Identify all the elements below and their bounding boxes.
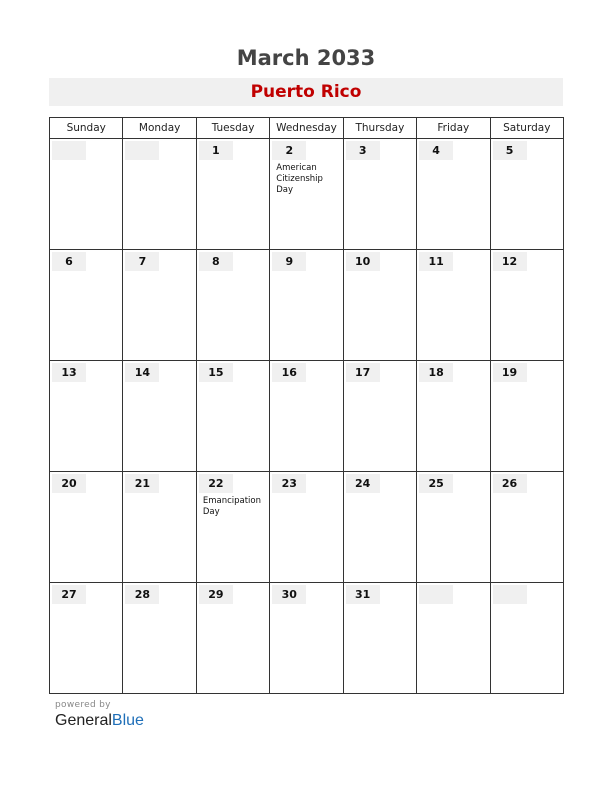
- holiday-label: American Citizenship Day: [276, 163, 323, 195]
- day-cell[interactable]: [50, 472, 123, 583]
- day-cell[interactable]: [343, 472, 416, 583]
- day-cell[interactable]: [123, 250, 196, 361]
- day-number: 28: [125, 585, 159, 604]
- day-number: 26: [493, 474, 527, 493]
- day-number: 15: [199, 363, 233, 382]
- day-cell[interactable]: [270, 250, 343, 361]
- day-number: 18: [419, 363, 453, 382]
- day-cell[interactable]: [270, 583, 343, 694]
- day-number: 30: [272, 585, 306, 604]
- day-number: 22: [199, 474, 233, 493]
- day-cell[interactable]: [417, 361, 490, 472]
- day-number: 24: [346, 474, 380, 493]
- day-number: 31: [346, 585, 380, 604]
- day-number: 8: [199, 252, 233, 271]
- weekday-header-row: [50, 118, 564, 139]
- day-number: 9: [272, 252, 306, 271]
- day-number: 23: [272, 474, 306, 493]
- day-cell[interactable]: [123, 139, 196, 250]
- calendar-grid: [49, 117, 564, 694]
- weekday-header: Friday: [417, 118, 490, 139]
- day-cell[interactable]: [417, 472, 490, 583]
- day-number: 5: [493, 141, 527, 160]
- day-cell[interactable]: [50, 139, 123, 250]
- day-number: 16: [272, 363, 306, 382]
- day-number: 10: [346, 252, 380, 271]
- day-number: 25: [419, 474, 453, 493]
- day-cell[interactable]: [196, 583, 269, 694]
- day-cell[interactable]: [417, 583, 490, 694]
- day-cell[interactable]: [123, 361, 196, 472]
- day-cell[interactable]: [196, 250, 269, 361]
- weekday-header: Tuesday: [196, 118, 269, 139]
- footer: [55, 700, 144, 730]
- day-number: 3: [346, 141, 380, 160]
- day-number: 27: [52, 585, 86, 604]
- day-number: [52, 141, 86, 160]
- day-cell[interactable]: [490, 139, 563, 250]
- day-cell[interactable]: [123, 583, 196, 694]
- day-cell[interactable]: [123, 472, 196, 583]
- country-label: Puerto Rico: [49, 78, 563, 106]
- day-number: 4: [419, 141, 453, 160]
- page-title: March 2033: [236, 46, 376, 70]
- day-number: 17: [346, 363, 380, 382]
- day-cell[interactable]: [343, 139, 416, 250]
- day-number: 29: [199, 585, 233, 604]
- day-cell[interactable]: [50, 250, 123, 361]
- logo-blue-text: Blue: [111, 712, 144, 729]
- day-number: 7: [125, 252, 159, 271]
- weekday-header: Wednesday: [270, 118, 343, 139]
- week-row: [50, 250, 564, 361]
- day-cell[interactable]: [343, 583, 416, 694]
- day-number: 12: [493, 252, 527, 271]
- weekday-header: Thursday: [343, 118, 416, 139]
- day-cell[interactable]: [417, 139, 490, 250]
- day-cell[interactable]: [490, 472, 563, 583]
- holiday-label: Emancipation Day: [202, 496, 262, 517]
- day-number: [125, 141, 159, 160]
- weekday-header: Sunday: [50, 118, 123, 139]
- day-number: 21: [125, 474, 159, 493]
- day-number: 6: [52, 252, 86, 271]
- day-cell[interactable]: [196, 361, 269, 472]
- day-cell[interactable]: [270, 139, 343, 250]
- day-number: 1: [199, 141, 233, 160]
- day-number: [419, 585, 453, 604]
- week-row: [50, 361, 564, 472]
- day-cell[interactable]: [270, 361, 343, 472]
- day-cell[interactable]: [196, 472, 269, 583]
- day-cell[interactable]: [270, 472, 343, 583]
- day-number: 20: [52, 474, 86, 493]
- powered-by-text: powered by: [55, 700, 111, 710]
- day-cell[interactable]: [417, 250, 490, 361]
- weekday-header: Saturday: [490, 118, 563, 139]
- logo-general-text: General: [55, 712, 112, 729]
- day-number: [493, 585, 527, 604]
- day-number: 13: [52, 363, 86, 382]
- day-cell[interactable]: [343, 250, 416, 361]
- day-number: 14: [125, 363, 159, 382]
- week-row: [50, 139, 564, 250]
- day-cell[interactable]: [50, 583, 123, 694]
- day-cell[interactable]: [490, 250, 563, 361]
- day-number: 11: [419, 252, 453, 271]
- day-number: 19: [493, 363, 527, 382]
- day-cell[interactable]: [50, 361, 123, 472]
- week-row: [50, 472, 564, 583]
- day-cell[interactable]: [490, 361, 563, 472]
- day-cell[interactable]: [490, 583, 563, 694]
- weekday-header: Monday: [123, 118, 196, 139]
- day-cell[interactable]: [343, 361, 416, 472]
- week-row: [50, 583, 564, 694]
- day-cell[interactable]: [196, 139, 269, 250]
- day-number: 2: [272, 141, 306, 160]
- generalblue-logo[interactable]: [55, 712, 144, 730]
